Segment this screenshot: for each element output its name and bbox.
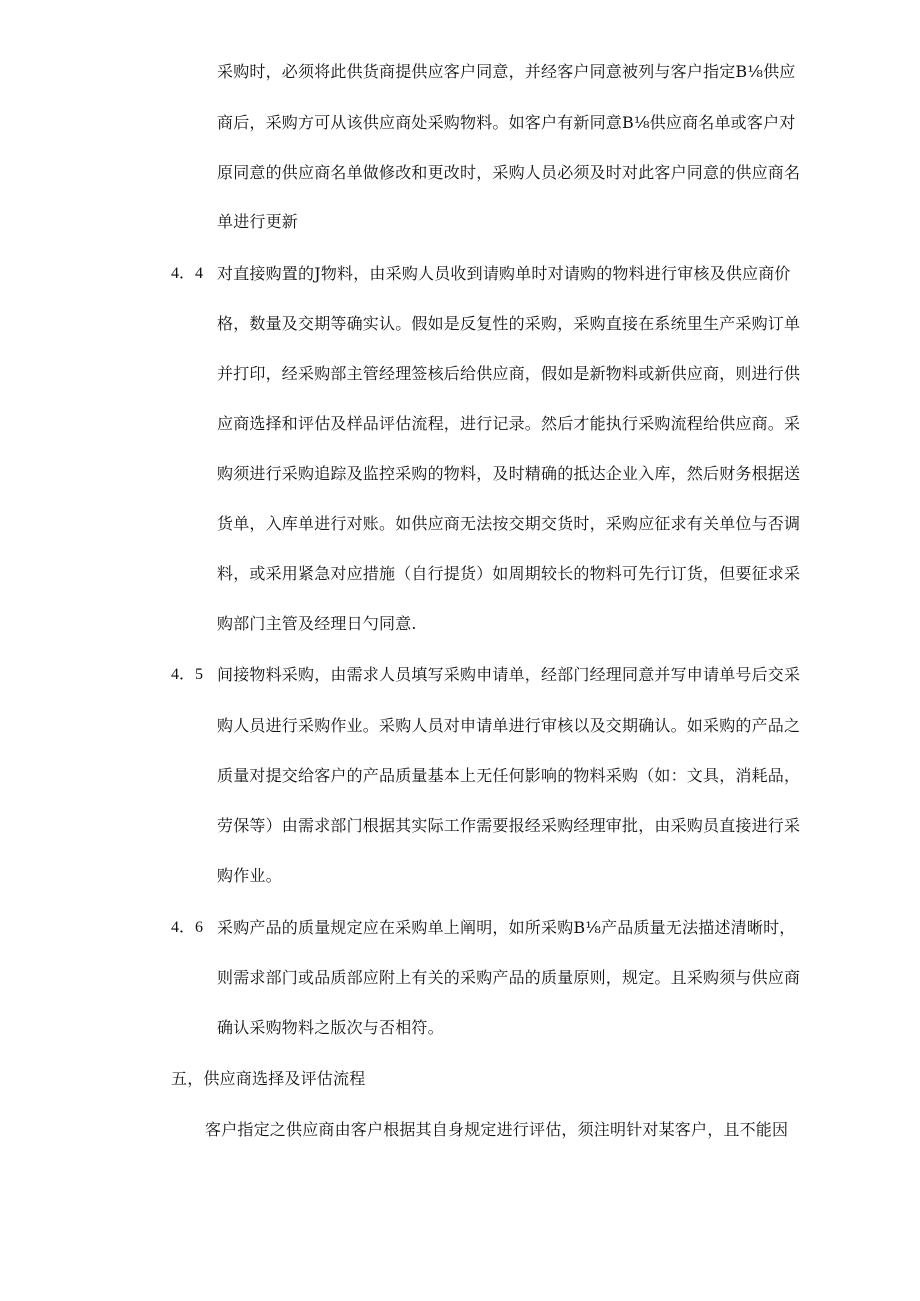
text-line: 采购产品的质量规定应在采购单上阐明，如所采购B⅛产品质量无法描述清晰时， <box>217 918 796 937</box>
text-line: 购作业。 <box>217 866 282 885</box>
item-number: 4．5 <box>171 666 204 683</box>
text-line: 采购时，必须将此供货商提供应客户同意，并经客户同意被列与客户指定B⅛供应 <box>217 62 796 81</box>
text-line: 并打印，经采购部主管经理签核后给供应商，假如是新物料或新供应商，则进行供 <box>217 364 801 383</box>
text-line: 则需求部门或品质部应附上有关的采购产品的质量原则，规定。且采购须与供应商 <box>217 968 801 987</box>
text-line: 购部门主管及经理日勺同意. <box>217 614 417 633</box>
text-line: 间接物料采购，由需求人员填写采购申请单，经部门经理同意并写申请单号后交采 <box>217 665 801 684</box>
text-line: 应商选择和评估及样品评估流程，进行记录。然后才能执行采购流程给供应商。采 <box>217 414 801 433</box>
paragraph-line: 客户指定之供应商由客户根据其自身规定进行评估，须注明针对某客户，且不能因 <box>205 1120 789 1139</box>
text-line: 商后，采购方可从该供应商处采购物料。如客户有新同意B⅛供应商名单或客户对 <box>217 113 796 132</box>
text-line: 单进行更新 <box>217 212 299 231</box>
text-line: 劳保等）由需求部门根据其实际工作需要报经采购经理审批，由采购员直接进行采 <box>217 816 801 835</box>
item-number: 4．6 <box>171 919 204 936</box>
section-heading: 五，供应商选择及评估流程 <box>171 1069 366 1088</box>
text-line: 原同意的供应商名单做修改和更改时，采购人员必须及时对此客户同意的供应商名 <box>217 163 801 182</box>
text-line: 格，数量及交期等确实认。假如是反复性的采购，采购直接在系统里生产采购订单 <box>217 314 801 333</box>
item-number: 4．4 <box>171 265 204 282</box>
text-line: 确认采购物料之版次与否相符。 <box>217 1018 444 1037</box>
text-line: 对直接购置的J物料，由采购人员收到请购单时对请购的物料进行审核及供应商价 <box>217 264 791 283</box>
text-line: 购须进行采购追踪及监控采购的物料，及时精确的抵达企业入库，然后财务根据送 <box>217 464 801 483</box>
text-line: 质量对提交给客户的产品质量基本上无任何影响的物料采购（如：文具，消耗品， <box>217 766 801 785</box>
text-line: 货单，入库单进行对账。如供应商无法按交期交货时，采购应征求有关单位与否调 <box>217 514 801 533</box>
text-line: 料，或采用紧急对应措施（自行提货）如周期较长的物料可先行订货，但要征求采 <box>217 564 801 583</box>
text-line: 购人员进行采购作业。采购人员对申请单进行审核以及交期确认。如采购的产品之 <box>217 716 801 735</box>
